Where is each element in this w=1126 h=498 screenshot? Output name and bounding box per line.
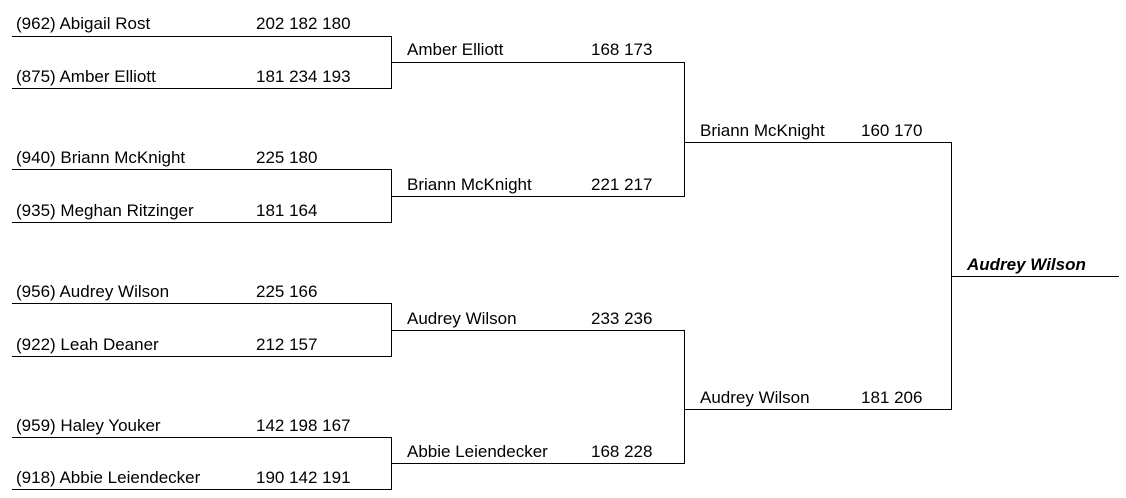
r3-player-scores: 160 170: [861, 121, 923, 140]
r1-line: [12, 222, 391, 223]
r2-line: [391, 330, 684, 331]
r1-player-name: (962) Abigail Rost: [16, 14, 151, 33]
r2-player-scores: 168 228: [591, 442, 653, 461]
r1-player-name: (935) Meghan Ritzinger: [16, 201, 194, 220]
champion-name: Audrey Wilson: [967, 255, 1086, 274]
r2-connector: [684, 330, 685, 464]
r2-player-name: Audrey Wilson: [407, 309, 517, 328]
r2-player-name: Briann McKnight: [407, 175, 532, 194]
r1-player-name: (940) Briann McKnight: [16, 148, 186, 167]
r1-player-scores: 142 198 167: [256, 416, 351, 435]
r1-player-scores: 181 164: [256, 201, 318, 220]
r2-player-name: Amber Elliott: [407, 40, 504, 59]
r1-line: [12, 356, 391, 357]
r1-player-name: (922) Leah Deaner: [16, 335, 159, 354]
champion-line: [951, 276, 1119, 277]
r1-line: [12, 169, 391, 170]
r1-line: [12, 437, 391, 438]
r1-player-scores: 181 234 193: [256, 67, 351, 86]
r1-player-name: (918) Abbie Leiendecker: [16, 468, 201, 487]
r1-line: [12, 36, 391, 37]
r2-line: [391, 62, 684, 63]
r2-player-name: Abbie Leiendecker: [407, 442, 548, 461]
r2-player-scores: 233 236: [591, 309, 653, 328]
r3-player-name: Briann McKnight: [700, 121, 825, 140]
r2-player-scores: 221 217: [591, 175, 653, 194]
r1-player-name: (875) Amber Elliott: [16, 67, 156, 86]
r1-line: [12, 489, 391, 490]
r2-connector: [684, 62, 685, 197]
r1-player-scores: 190 142 191: [256, 468, 351, 487]
r3-line: [684, 409, 951, 410]
r3-player-scores: 181 206: [861, 388, 923, 407]
r2-line: [391, 463, 684, 464]
r1-player-scores: 225 180: [256, 148, 318, 167]
r2-player-scores: 168 173: [591, 40, 653, 59]
r1-player-scores: 225 166: [256, 282, 318, 301]
r3-line: [684, 142, 951, 143]
r1-player-scores: 212 157: [256, 335, 318, 354]
r1-player-name: (956) Audrey Wilson: [16, 282, 170, 301]
r2-line: [391, 196, 684, 197]
r1-line: [12, 303, 391, 304]
r3-player-name: Audrey Wilson: [700, 388, 810, 407]
r1-player-name: (959) Haley Youker: [16, 416, 161, 435]
r1-player-scores: 202 182 180: [256, 14, 351, 33]
r1-line: [12, 88, 391, 89]
